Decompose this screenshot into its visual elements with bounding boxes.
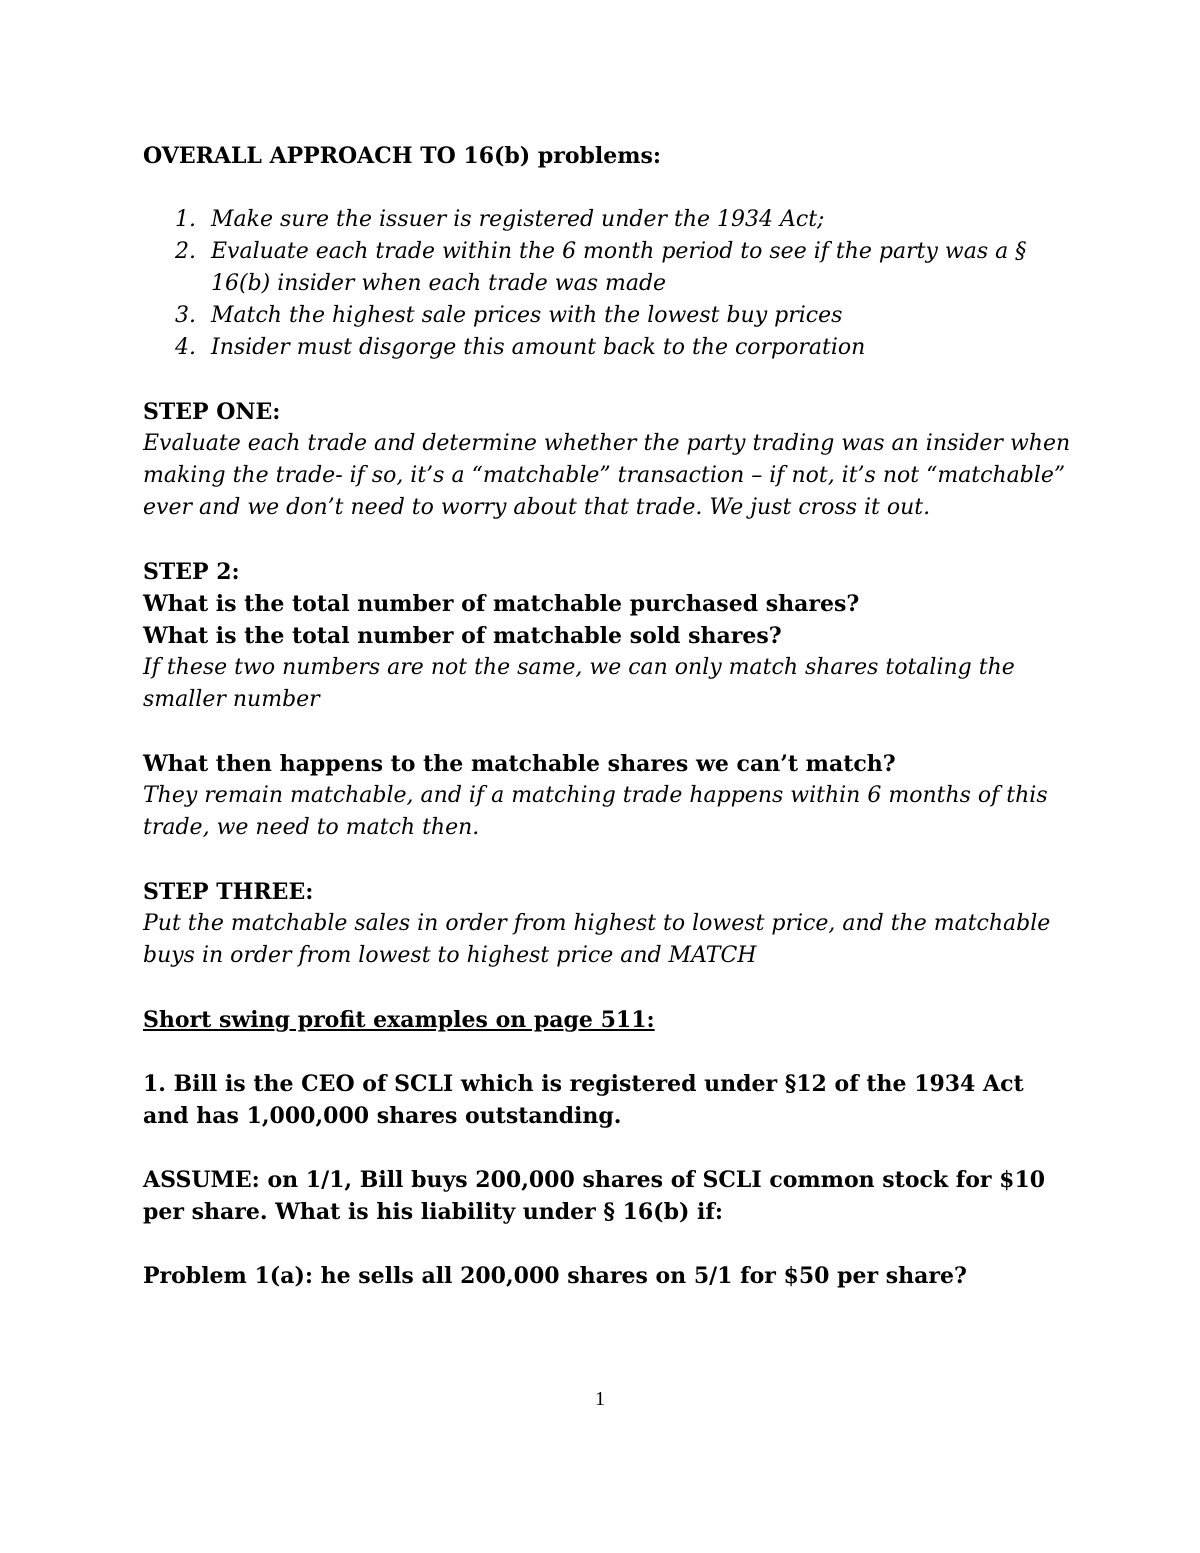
approach-item	[143, 300, 1073, 332]
page-number: 1	[595, 1388, 605, 1410]
list-number: 2.	[175, 239, 196, 264]
example-one-line-2: and has 1,000,000 shares outstanding.	[143, 1103, 622, 1129]
list-number: 4.	[175, 335, 196, 360]
example-one-line-1: 1. Bill is the CEO of SCLI which is registered under §12 of the 1934 Act	[143, 1071, 1024, 1097]
spacer	[143, 524, 1073, 556]
list-number: 1.	[175, 207, 196, 232]
assume-paragraph: ASSUME: on 1/1, Bill buys 200,000 shares of SCLI common stock for $10 per share. What is his liability under § 16(b) if:	[143, 1167, 1046, 1225]
approach-item	[143, 236, 1073, 300]
step-two-question-unmatched: What then happens to the matchable shares we can’t match?	[143, 751, 896, 777]
step-two-question-purchased: What is the total number of matchable purchased shares?	[143, 591, 860, 617]
approach-item	[143, 332, 1073, 364]
document-body	[143, 140, 1073, 1292]
approach-list	[143, 204, 1073, 364]
spacer	[143, 716, 1073, 748]
step-one-title: STEP ONE:	[143, 399, 281, 425]
spacer	[143, 364, 1073, 396]
approach-item	[143, 204, 1073, 236]
step-two-title: STEP 2:	[143, 559, 240, 585]
spacer	[143, 972, 1073, 1004]
step-two-question-sold: What is the total number of matchable sold shares?	[143, 623, 782, 649]
list-text: Match the highest sale prices with the lowest buy prices	[211, 303, 843, 328]
list-text: Evaluate each trade within the 6 month period to see if the party was a § 16(b) insider when each trade was made	[211, 239, 1027, 296]
step-three-body: Put the matchable sales in order from highest to lowest price, and the matchable buys in order from lowest to highest price and MATCH	[143, 911, 1051, 968]
list-text: Insider must disgorge this amount back to the corporation	[211, 335, 866, 360]
spacer	[143, 1036, 1073, 1068]
spacer	[143, 1228, 1073, 1260]
list-text: Make sure the issuer is registered under the 1934 Act;	[211, 207, 825, 232]
spacer	[143, 1132, 1073, 1164]
list-number: 3.	[175, 303, 196, 328]
step-two-answer-unmatched: They remain matchable, and if a matching trade happens within 6 months of this trade, we need to match then.	[143, 783, 1048, 840]
step-one-body: Evaluate each trade and determine whether the party trading was an insider when making the trade- if so, it’s a “matchable” transaction – if not, it’s not “matchable” ever and we don’t need to worry about that trade. We just cross it out.	[143, 431, 1071, 520]
step-two-body: If these two numbers are not the same, we can only match shares totaling the smaller number	[143, 655, 1015, 712]
document-heading: OVERALL APPROACH TO 16(b) problems:	[143, 143, 662, 169]
step-three-title: STEP THREE:	[143, 879, 314, 905]
examples-title: Short swing profit examples on page 511:	[143, 1007, 655, 1033]
spacer	[143, 844, 1073, 876]
problem-1a: Problem 1(a): he sells all 200,000 shares on 5/1 for $50 per share?	[143, 1263, 967, 1289]
